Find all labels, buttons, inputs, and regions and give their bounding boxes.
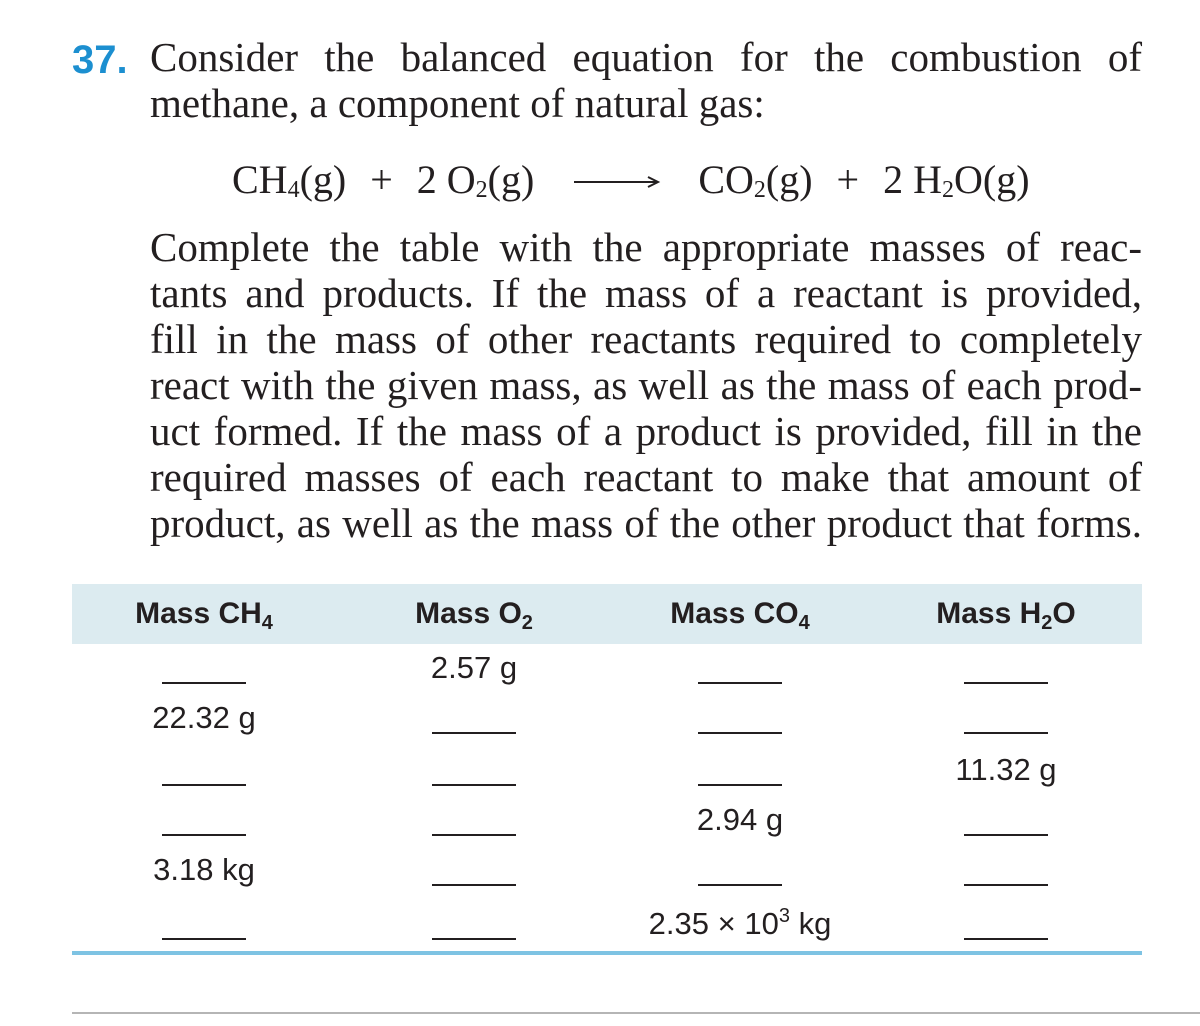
answer-blank xyxy=(432,938,516,940)
instruction-line: tants and products. If the mass of a reactant is provided, xyxy=(150,270,1142,316)
chemical-equation xyxy=(232,156,1030,204)
reactant-methane: $CH_4(g)$ xyxy=(232,157,347,203)
answer-blank xyxy=(698,682,782,684)
plus-sign: + xyxy=(370,157,393,202)
answer-blank xyxy=(162,682,246,684)
product-water: 2 $H_2O(g)$ xyxy=(883,157,1030,203)
instruction-line: react with the given mass, as well as the mass of each prod- xyxy=(150,362,1142,408)
answer-blank xyxy=(432,834,516,836)
instruction-line: required masses of each reactant to make that amount of xyxy=(150,454,1142,500)
header-mass-ch4: Mass $CH_4$ xyxy=(135,597,273,634)
header-mass-o2: Mass $O_2$ xyxy=(415,597,533,634)
answer-blank xyxy=(698,732,782,734)
instruction-line: product, as well as the mass of the other product that forms. xyxy=(150,500,1142,546)
problem-intro xyxy=(150,34,1142,126)
answer-blank xyxy=(964,732,1048,734)
given-mass-value: 22.32 g xyxy=(152,700,256,735)
page-divider xyxy=(72,1012,1200,1014)
given-mass-value: $2.35 \times 10^3$ kg xyxy=(648,905,832,941)
answer-blank xyxy=(964,938,1048,940)
given-mass-value: 3.18 kg xyxy=(153,852,255,887)
answer-blank xyxy=(964,884,1048,886)
problem-number: 37. xyxy=(72,38,128,82)
answer-blank xyxy=(162,784,246,786)
reaction-arrow-icon xyxy=(568,156,664,204)
product-carbon-dioxide: $CO_2(g)$ xyxy=(698,157,813,203)
answer-blank xyxy=(432,884,516,886)
answer-blank xyxy=(964,682,1048,684)
table-bottom-rule xyxy=(72,951,1142,955)
intro-line: methane, a component of natural gas: xyxy=(150,80,765,126)
answer-blank xyxy=(432,784,516,786)
problem-instructions xyxy=(150,224,1142,546)
plus-sign: + xyxy=(836,157,860,202)
answer-blank xyxy=(162,938,246,940)
instruction-line: Complete the table with the appropriate masses of reac- xyxy=(150,224,1142,270)
given-mass-value: 11.32 g xyxy=(955,752,1057,787)
reactant-oxygen: 2 $O_2(g)$ xyxy=(416,157,535,203)
answer-blank xyxy=(432,732,516,734)
intro-line: Consider the balanced equation for the combustion of xyxy=(150,34,1142,80)
given-mass-value: 2.57 g xyxy=(430,650,518,685)
answer-blank xyxy=(162,834,246,836)
answer-blank xyxy=(698,784,782,786)
instruction-line: uct formed. If the mass of a product is provided, fill in the xyxy=(150,408,1142,454)
header-mass-h2o: Mass $H_2O$ xyxy=(936,597,1076,634)
answer-blank xyxy=(698,884,782,886)
instruction-line: fill in the mass of other reactants required to completely xyxy=(150,316,1142,362)
answer-blank xyxy=(964,834,1048,836)
given-mass-value: 2.94 g xyxy=(696,802,784,837)
header-mass-co4: Mass $CO_4$ xyxy=(670,597,810,634)
